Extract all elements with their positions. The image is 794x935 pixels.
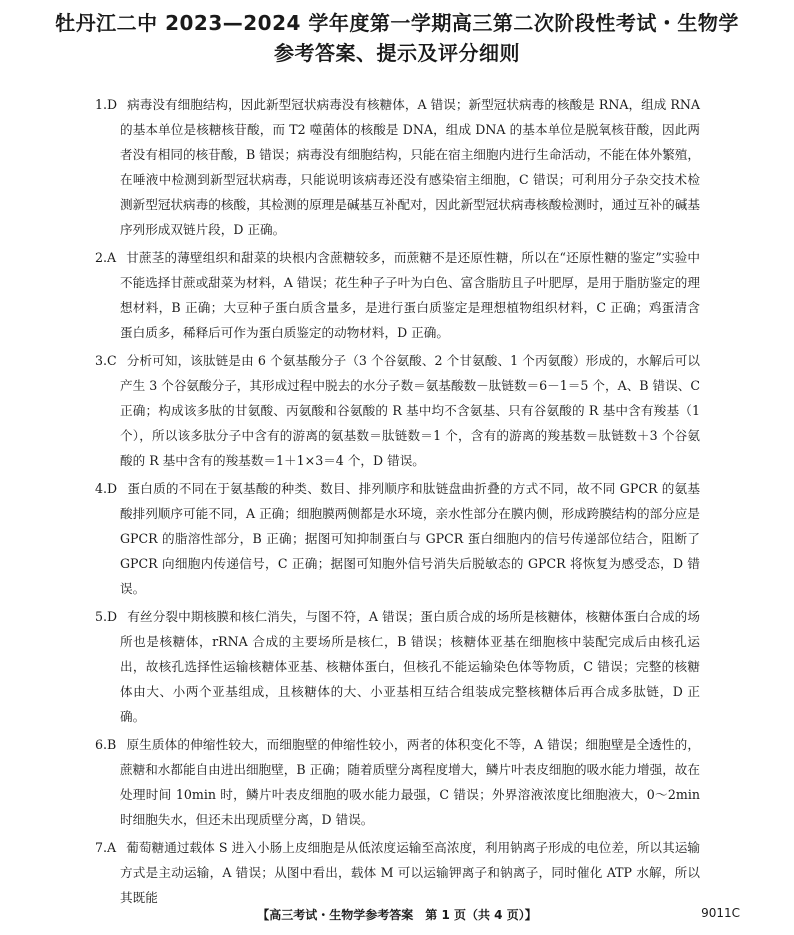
footer-page-info: 【高三考试・生物学参考答案 第 1 页（共 4 页）】 [257, 908, 537, 922]
answer-item-5 [95, 604, 700, 729]
answer-item-2 [95, 245, 700, 345]
document-title [0, 8, 794, 68]
answer-key: D [107, 481, 118, 496]
answer-key: B [107, 737, 117, 752]
answer-explanation: 分析可知，该肽链是由 6 个氨基酸分子（3 个谷氨酸、2 个甘氨酸、1 个丙氨酸）形成的，水解后可以产生 3 个谷氨酸分子，其形成过程中脱去的水分子数＝氨基酸数－肽链数＝6－1＝5 个，A、B 错误、C 正确；构成该多肽的甘氨酸、丙氨酸和谷氨酸的 R 基中均不含氨基、只有谷氨酸的 R 基中含有羧基（1 个），所以该多肽分子中含有的游离的氨基数＝肽链数＝1 个，含有的游离的羧基数＝肽链数＋3 个谷氨酸的 R 基中含有的羧基数＝1＋1×3＝4 个，D 错误。 [120, 353, 700, 468]
answer-number: 5. [95, 609, 108, 624]
answer-item-3 [95, 348, 700, 473]
answer-item-7 [95, 835, 700, 910]
answer-explanation: 有丝分裂中期核膜和核仁消失，与图不符，A 错误；蛋白质合成的场所是核糖体，核糖体蛋白合成的场所也是核糖体，rRNA 合成的主要场所是核仁，B 错误；核糖体亚基在细胞核中装配完成后由核孔运出，故核孔选择性运输核糖体亚基、核糖体蛋白，但核孔不能运输染色体等物质，C 错误；完整的核糖体由大、小两个亚基组成，且核糖体的大、小亚基相互结合组装成完整核糖体后再合成多肽链，D 正确。 [120, 609, 700, 724]
answer-key: D [107, 609, 118, 624]
title-line-2: 参考答案、提示及评分细则 [274, 41, 520, 65]
answer-number: 3. [95, 353, 108, 368]
answer-number: 2. [95, 250, 108, 265]
answer-explanation: 葡萄糖通过载体 S 进入小肠上皮细胞是从低浓度运输至高浓度，利用钠离子形成的电位差，所以其运输方式是主动运输，A 错误；从图中看出，载体 M 可以运输钾离子和钠离子，同时催化 ATP 水解，所以其既能 [120, 840, 700, 905]
answer-key: A [107, 250, 117, 265]
answer-number: 4. [95, 481, 108, 496]
answer-explanation: 甘蔗茎的薄壁组织和甜菜的块根内含蔗糖较多，而蔗糖不是还原性糖，所以在“还原性糖的鉴定”实验中不能选择甘蔗或甜菜为材料，A 错误；花生种子子叶为白色、富含脂肪且子叶肥厚，是用于脂肪鉴定的理想材料，B 正确；大豆种子蛋白质含量多，是进行蛋白质鉴定是理想植物组织材料，C 正确；鸡蛋清含蛋白质多，稀释后可作为蛋白质鉴定的动物材料，D 正确。 [120, 250, 700, 340]
answer-number: 7. [95, 840, 108, 855]
answer-list [95, 92, 700, 913]
answer-item-1 [95, 92, 700, 242]
answer-number: 6. [95, 737, 108, 752]
answer-number: 1. [95, 97, 108, 112]
answer-key: D [107, 97, 118, 112]
answer-item-6 [95, 732, 700, 832]
footer-code: 9011C [701, 906, 740, 920]
answer-item-4 [95, 476, 700, 601]
answer-key: C [107, 353, 117, 368]
answer-key: A [107, 840, 117, 855]
answer-explanation: 原生质体的伸缩性较大，而细胞壁的伸缩性较小，两者的体积变化不等，A 错误；细胞壁是全透性的，蔗糖和水都能自由进出细胞壁，B 正确；随着质壁分离程度增大，鳞片叶表皮细胞的吸水能力增强，故在处理时间 10min 时，鳞片叶表皮细胞的吸水能力最强，C 错误；外界溶液浓度比细胞液大，0～2min 时细胞失水，但还未出现质壁分离，D 错误。 [120, 737, 700, 827]
answer-explanation: 病毒没有细胞结构，因此新型冠状病毒没有核糖体，A 错误；新型冠状病毒的核酸是 RNA，组成 RNA 的基本单位是核糖核苷酸，而 T2 噬菌体的核酸是 DNA，组成 DNA 的基本单位是脱氧核苷酸，因此两者没有相同的核苷酸，B 错误；病毒没有细胞结构，只能在宿主细胞内进行生命活动，不能在体外繁殖，在唾液中检测到新型冠状病毒，只能说明该病毒还没有感染宿主细胞，C 错误；可利用分子杂交技术检测新型冠状病毒的核酸，其检测的原理是碱基互补配对，因此新型冠状病毒核酸检测时，通过互补的碱基序列形成双链片段，D 正确。 [120, 97, 700, 237]
page-footer [0, 906, 794, 928]
answer-explanation: 蛋白质的不同在于氨基酸的种类、数目、排列顺序和肽链盘曲折叠的方式不同，故不同 GPCR 的氨基酸排列顺序可能不同，A 正确；细胞膜两侧都是水环境，亲水性部分在膜内侧，形成跨膜结构的部分应是 GPCR 的脂溶性部分，B 正确；据图可知抑制蛋白与 GPCR 蛋白细胞内的信号传递部位结合，阻断了 GPCR 向细胞内传递信号，C 正确；据图可知胞外信号消失后脱敏态的 GPCR 将恢复为感受态，D 错误。 [120, 481, 700, 596]
title-line-1: 牡丹江二中 2023—2024 学年度第一学期高三第二次阶段性考试・生物学 [55, 11, 739, 35]
